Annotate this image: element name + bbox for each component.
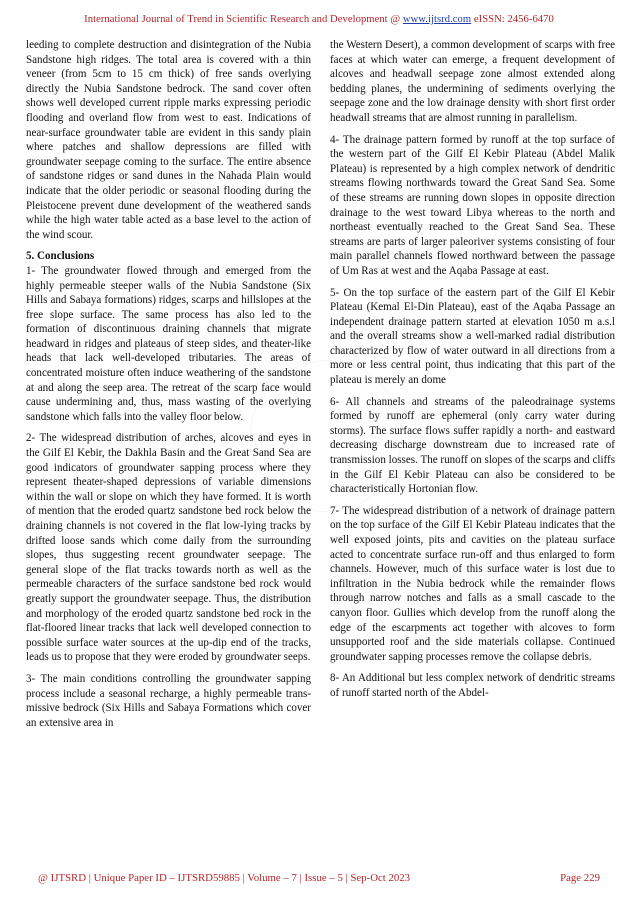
conclusion-3-continued: the Western Desert), a common development of scarps with free faces at which water can emerge, a frequent development of alcoves and headwall seepage zone almost extended along bedding planes, the undermining of sediments overlying the seepage zone and the low drainage density with short first order headwall streams that are almost running in parallelism.: [330, 39, 615, 124]
conclusion-7: 7- The widespread distribution of a network of drainage pattern on the top surface of the Gilf El Kebir Plateau indicates that the well exposed joints, pits and cavities on the plateau surface acted to concentrate surface run-off and thus enlarged to form channels. However, much of this surface water is lost due to infiltration in the Nubia bedrock while the remainder flows through narrow notches and falls as a small cascade to the canyon floor. Gullies which develop from the runoff along the edge of the escarpments act together with alcoves to form unsupported roof and the side materials collapse. Continued groundwater sapping processes remove the collapse debris.: [330, 504, 615, 663]
page-footer: [38, 872, 600, 884]
conclusion-5: 5- On the top surface of the eastern part of the Gilf El Kebir Plateau (Kemal El-Din Plateau), east of the Aqaba Passage an independent drainage pattern started at elevation 1050 m a.s.l and the overall streams show a well-marked radial distribution characterized by flow of water outward in all directions from a more or less central point, thus indicating that this part of the plateau is merely an dome: [330, 286, 615, 387]
left-column: [26, 38, 311, 737]
journal-url-link[interactable]: www.ijtsrd.com: [402, 14, 472, 25]
page-number: Page 229: [560, 872, 600, 884]
conclusion-1: 1- The groundwater flowed through and emerged from the highly permeable steeper walls of the Nubia Sandstone (Six Hills and Sabaya formations) ridges, scarps and hillslopes at the free slope surface. The same process has also led to the formation of discontinuous draining channels that migrate headward in ridges and plateaus of steep sides, and theater-like heads that lack well-developed tributaries. The areas of concentrated moisture often induce weathering of the sandstone at and along the seep area. The retreat of the scarp face would cause undermining and, thus, mass wasting of the overlying sandstone which falls into the valley floor below.: [26, 264, 311, 423]
conclusion-4: 4- The drainage pattern formed by runoff at the top surface of the western part of the Gilf El Kebir Plateau (Abdel Malik Plateau) is represented by a high complex network of dendritic streams flowing northwards toward the Great Sand Sea. Some of these streams are running down slopes in opposite direction drainage to the west toward Libya whereas to the north and northeast eventually reached to the Great Sand Sea. These streams are parts of larger paleoriver systems consisting of four main parallel channels flowed northward between the passage of Um Ras at west and the Aqaba Passage at east.: [330, 133, 615, 277]
section-heading-conclusions: 5. Conclusions: [26, 250, 95, 263]
right-column: [330, 38, 615, 708]
conclusion-6: 6- All channels and streams of the paleodrainage systems formed by runoff are ephemeral (only carry water during storms). The surface flows suffer rapidly a north- and eastward decreasing discharge downstream due to increased rate of transmission losses. The runoff on slopes of the scarps and cliffs in the Gilf El Kebir Plateau can also be considered to be characteristically Hortonian flow.: [330, 395, 615, 496]
journal-header: [0, 14, 638, 25]
paragraph-intro: leeding to complete destruction and disintegration of the Nubia Sandstone high ridges. The total area is covered with a thin veneer (from 5cm to 15 cm thick) of free sands overlying directly the Nubia Sandstone bedrock. The sand cover often shows well developed current ripple marks expressing periodic flooding and overland flow from west to east. Indications of near-surface groundwater table are evident in this sandy plain where patches and shallow depressions are filled with groundwater seepage coming to the surface. The entire absence of sandstone ridges or sand dunes in the Nahada Plain would indicate that the older periodic or seasonal flooding during the Pleistocene prevent dune development of the weathered sands while the high water table acted as a base level to the action of the wind scour.: [26, 39, 311, 241]
journal-title: International Journal of Trend in Scientific Research and Development @: [84, 14, 401, 25]
journal-eissn: eISSN: 2456-6470: [473, 14, 554, 25]
conclusion-3: 3- The main conditions controlling the groundwater sapping process include a seasonal recharge, a highly permeable trans-missive bedrock (Six Hills and Sabaya Formations which cover an extensive area in: [26, 672, 311, 729]
footer-paper-info: @ IJTSRD | Unique Paper ID – IJTSRD59885 | Volume – 7 | Issue – 5 | Sep-Oct 2023: [38, 872, 411, 884]
conclusion-2: 2- The widespread distribution of arches, alcoves and eyes in the Gilf El Kebir, the Dakhla Basin and the Great Sand Sea are good indicators of groundwater sapping process where they represent theater-shaped depressions of variable dimensions within the wall or slope on which they have formed. It is worth of mention that the eroded quartz sandstone bed rock below the draining channels is not covered in the flat low-lying tracks by drifted loose sands which come daily from the surrounding slopes, thus suggesting recent groundwater seepage. The general slope of the flat tracks towards north as well as the permeable characters of the surface sandstone bed rock would greatly support the groundwater seepage. Thus, the distribution and morphology of the eroded quartz sandstone bed rock in the flat-floored linear tracks that lack well developed connection to possible surface water sources at the up-dip end of the tracks, leads us to propose that they were eroded by groundwater seeps.: [26, 432, 311, 664]
conclusion-8: 8- An Additional but less complex network of dendritic streams of runoff started north of the Abdel-: [330, 672, 615, 699]
